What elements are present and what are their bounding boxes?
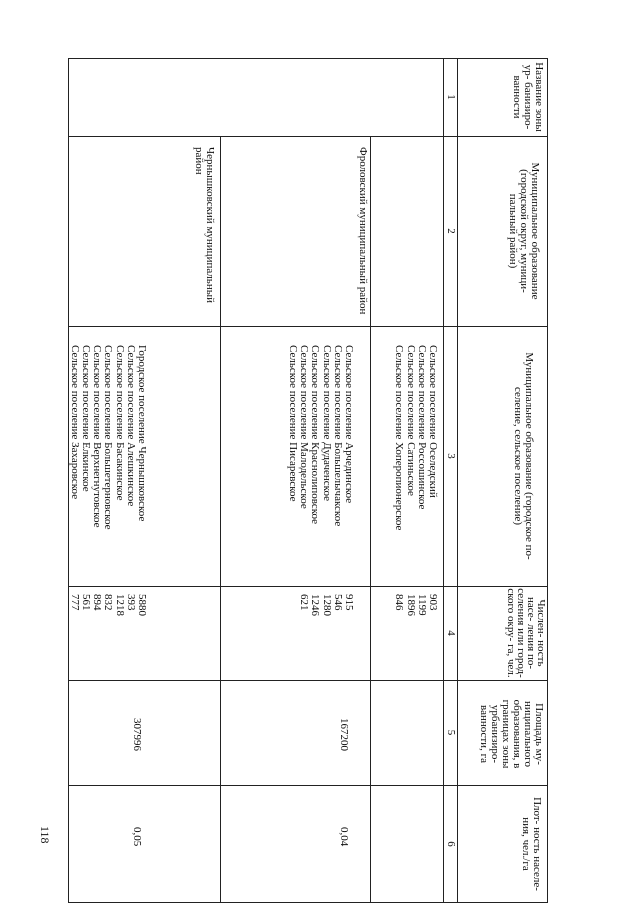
list-item: 846 — [393, 594, 406, 611]
col-divider-1 — [68, 136, 548, 137]
col-divider-4 — [68, 680, 548, 681]
group-divider-1 — [370, 136, 371, 903]
list-item: 393 — [124, 594, 137, 611]
table-border-right — [68, 902, 548, 903]
list-item: 777 — [68, 594, 81, 611]
list-item: Сельское поселение Сатиньское — [404, 345, 417, 496]
list-item: 1199 — [415, 594, 428, 616]
group-b-density: 0,04 — [338, 827, 350, 847]
group-c-populations — [69, 594, 147, 616]
header-settlement: Муниципальное образование (городское по- селение, сельское поселение) — [512, 352, 535, 560]
page-number: 118 — [38, 826, 52, 844]
column-number-2: 2 — [445, 228, 457, 234]
rotated-table — [68, 58, 548, 903]
list-item: 915 — [343, 594, 355, 611]
group-c-density: 0,05 — [131, 827, 143, 847]
header-municipal-district: Муниципальное образование (городской округ, муници- пальный район) — [507, 162, 541, 300]
column-number-6: 6 — [445, 841, 457, 847]
number-row-line — [443, 58, 444, 903]
list-item: 1896 — [404, 594, 417, 616]
group-a-settlements — [393, 345, 438, 530]
list-item: Городское поселение Чернышковское — [136, 345, 148, 522]
list-item: Сельское поселение Алешкинское — [124, 345, 137, 507]
list-item: Сельское поселение Елкинское — [79, 345, 92, 492]
column-number-3: 3 — [445, 453, 457, 459]
header-population: Числен- ность насе- ления по- селения или город- ского окру- га, чел. — [505, 588, 547, 678]
list-item: 832 — [102, 594, 115, 611]
list-item: Сельское поселение Малодельское — [298, 345, 311, 509]
list-item: 5880 — [136, 594, 148, 616]
list-item: Сельское поселение Россошинское — [415, 345, 428, 510]
table-frame — [68, 58, 548, 903]
list-item: Сельское поселение Писаревское — [286, 345, 299, 502]
list-item: 1246 — [309, 594, 322, 616]
col-divider-3 — [68, 586, 548, 587]
list-item: Сельское поселение Арчединское — [343, 345, 355, 504]
table-border-left — [68, 58, 548, 59]
list-item: Сельское поселение Захаровское — [68, 345, 81, 500]
header-zone-name: Название зоны ур- банизиро- ванности — [511, 62, 545, 132]
list-item: Сельское поселение Большетерновское — [102, 345, 115, 530]
col-divider-2 — [68, 326, 548, 327]
group-b-area: 167200 — [338, 718, 350, 751]
list-item: Сельское поселение Хоперопионерское — [393, 345, 406, 531]
list-item: Сельское поселение Краснолиповское — [309, 345, 322, 525]
col-divider-5 — [68, 785, 548, 786]
group-c-district: Чернышковский муниципальный район — [192, 147, 216, 303]
list-item: 621 — [298, 594, 311, 611]
list-item: Сельское поселение Верхнегнутовское — [91, 345, 104, 528]
group-b-populations — [298, 594, 354, 616]
list-item: 561 — [79, 594, 92, 611]
list-item: Сельское поселение Большелычакское — [331, 345, 344, 527]
list-item: 546 — [331, 594, 344, 611]
header-row-line — [457, 58, 458, 903]
group-divider-2 — [220, 136, 221, 903]
column-number-4: 4 — [445, 630, 457, 636]
list-item: Сельское поселение Басакинское — [113, 345, 126, 501]
header-density: Плот- ность населе- ния, чел./га — [520, 797, 543, 891]
group-b-district: Фроловский муниципальный район — [357, 147, 369, 315]
list-item: 894 — [91, 594, 104, 611]
group-a-populations — [393, 594, 438, 616]
list-item: 1218 — [113, 594, 126, 616]
list-item: 903 — [427, 594, 439, 611]
column-number-5: 5 — [445, 729, 457, 736]
list-item: Сельское поселение Дудаченское — [320, 345, 333, 501]
column-number-1: 1 — [445, 94, 457, 100]
table-border-top — [547, 58, 548, 903]
list-item: 1280 — [320, 594, 333, 616]
group-b-settlements — [287, 345, 354, 526]
group-c-settlements — [69, 345, 147, 530]
header-area: Площадь му- ниципального образования, в границах зоны урбанизиро- ванности, га — [478, 699, 545, 769]
group-c-area: 307996 — [131, 718, 143, 751]
list-item: Сельское поселение Оселедский — [427, 345, 439, 498]
